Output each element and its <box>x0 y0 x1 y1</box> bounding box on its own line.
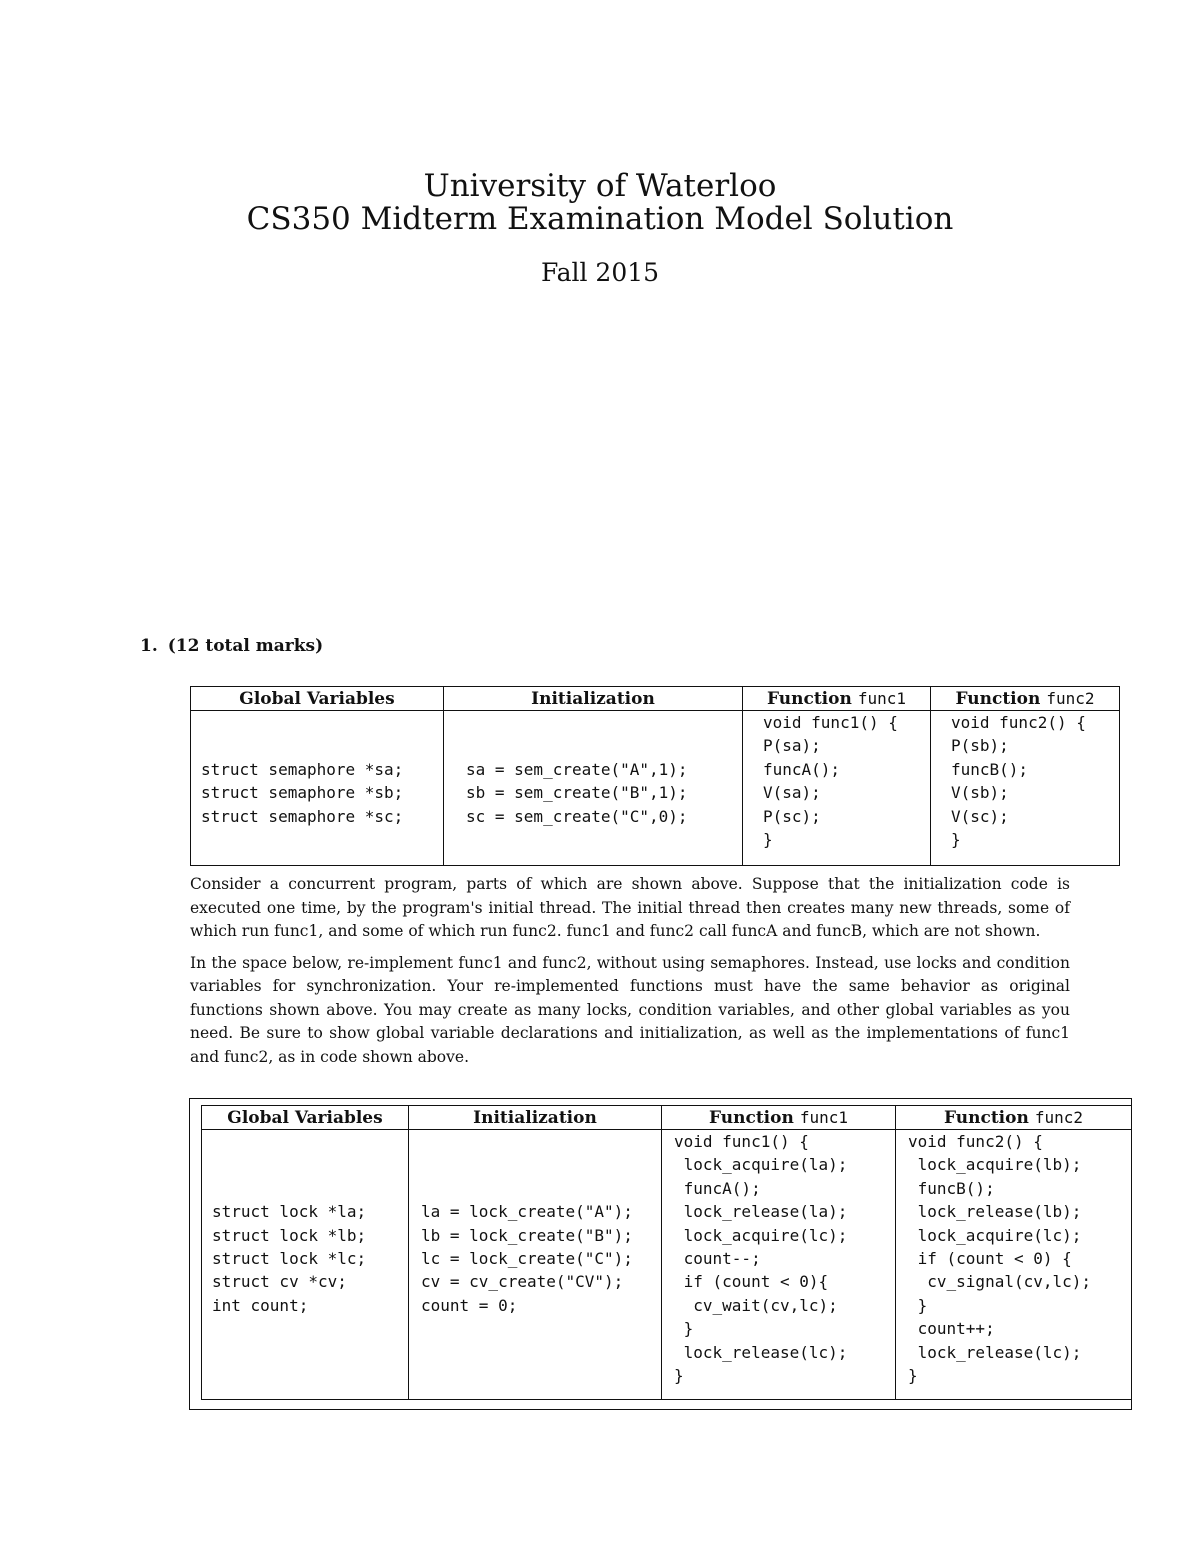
func1-code: void func1() { P(sa); funcA(); V(sa); P(sc); } <box>763 713 898 850</box>
global-variables-code: struct lock *la; struct lock *lb; struct lock *lc; struct cv *cv; int count; <box>212 1202 367 1315</box>
header-label: Function <box>708 1107 794 1128</box>
func2-cell <box>931 711 1120 866</box>
func1-cell <box>662 1130 896 1400</box>
header-global-variables: Global Variables <box>202 1106 409 1130</box>
initialization-code: la = lock_create("A"); lb = lock_create("B"); lc = lock_create("C"); cv = cv_create("CV"); count = 0; <box>421 1202 633 1315</box>
initialization-cell <box>409 1130 662 1400</box>
paragraph-2: In the space below, re-implement func1 and func2, without using semaphores. Instead, use locks and condition variables for synchronization. Your re-implemented functions must have the same behavior as original functions shown above. You may create as many locks, condition variables, and other global variables as you need. Be sure to show global variable declarations and initialization, as well as the implementations of func1 and func2, as in code shown above. <box>190 953 1070 1066</box>
semaphore-code-table <box>190 686 1120 866</box>
exam-title: CS350 Midterm Examination Model Solution <box>246 201 954 237</box>
func2-code: void func2() { P(sb); funcB(); V(sb); V(sc); } <box>951 713 1086 850</box>
global-variables-cell <box>202 1130 409 1400</box>
func2-cell <box>896 1130 1132 1400</box>
exam-term: Fall 2015 <box>540 258 660 287</box>
table-header-row <box>202 1106 1132 1130</box>
paragraph-1: Consider a concurrent program, parts of which are shown above. Suppose that the initialization code is executed one time, by the program's initial thread. The initial thread then creates many new threads, some of which run func1, and some of which run func2. func1 and func2 call funcA and funcB, which are not shown. <box>190 875 1070 940</box>
header-initialization: Initialization <box>444 687 743 711</box>
header-func-name: func2 <box>1046 688 1095 708</box>
global-variables-code: struct semaphore *sa; struct semaphore *sb; struct semaphore *sc; <box>201 759 404 826</box>
header-function-func1 <box>662 1106 896 1130</box>
global-variables-cell <box>191 711 444 866</box>
header-label: Function <box>943 1107 1029 1128</box>
title-block <box>0 170 1200 287</box>
table-body-row <box>191 711 1120 866</box>
question-heading <box>140 636 323 656</box>
initialization-cell <box>444 711 743 866</box>
func1-code: void func1() { lock_acquire(la); funcA(); lock_release(la); lock_acquire(lc); count--; if (count < 0){ cv_wait(cv,lc); } lock_release(lc); } <box>674 1132 848 1386</box>
header-func-name: func1 <box>857 688 907 708</box>
header-function-func2 <box>896 1106 1132 1130</box>
header-function-func2 <box>931 687 1120 711</box>
question-text <box>190 873 1070 1077</box>
question-number: 1. <box>140 636 158 656</box>
table-header-row <box>191 687 1120 711</box>
func2-code: void func2() { lock_acquire(lb); funcB(); lock_release(lb); lock_acquire(lc); if (count < 0) { cv_signal(cv,lc); } count++; lock_release(lc); } <box>908 1132 1092 1386</box>
header-function-func1 <box>743 687 931 711</box>
header-label: Function <box>766 688 852 709</box>
header-global-variables: Global Variables <box>191 687 444 711</box>
question-marks: (12 total marks) <box>167 636 324 656</box>
header-label: Function <box>955 688 1041 709</box>
university-name: University of Waterloo <box>423 168 777 204</box>
initialization-code: sa = sem_create("A",1); sb = sem_create("B",1); sc = sem_create("C",0); <box>466 759 688 826</box>
lock-cv-code-table <box>201 1105 1132 1400</box>
header-initialization: Initialization <box>409 1106 662 1130</box>
header-func-name: func2 <box>1034 1107 1084 1127</box>
func1-cell <box>743 711 931 866</box>
table-body-row <box>202 1130 1132 1400</box>
header-func-name: func1 <box>799 1107 849 1127</box>
